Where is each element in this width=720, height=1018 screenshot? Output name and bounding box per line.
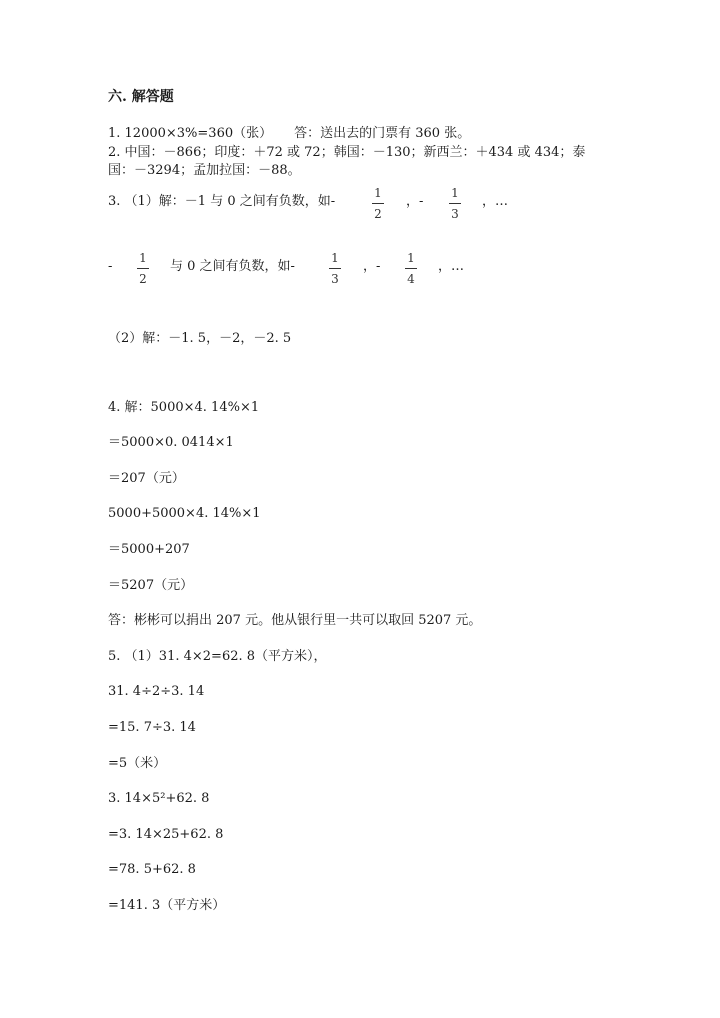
- q3-sep-2: ，-: [363, 259, 381, 274]
- q4-answer: 答：彬彬可以捐出 207 元。他从银行里一共可以取回 5207 元。: [108, 613, 482, 628]
- q3-fraction-3-den: 2: [139, 272, 147, 286]
- q3-fraction-4: [329, 251, 341, 287]
- q5-line-4: =5（米）: [108, 756, 167, 771]
- q5-line-2: 31. 4÷2÷3. 14: [108, 684, 205, 699]
- section-heading: 六. 解答题: [108, 89, 174, 105]
- fraction-bar: [329, 268, 341, 269]
- q3-fraction-2-num: 1: [451, 186, 459, 200]
- q3-fraction-5: [405, 251, 417, 287]
- q4-line-3: ＝207（元）: [108, 471, 185, 486]
- q5-line-8: =141. 3（平方米）: [108, 898, 226, 913]
- q5-line-6: =3. 14×25+62. 8: [108, 827, 224, 842]
- q3-fraction-2: [449, 186, 461, 222]
- q3-fraction-4-den: 3: [331, 272, 339, 286]
- q4-line-1: 4. 解：5000×4. 14%×1: [108, 400, 260, 415]
- q5-line-3: =15. 7÷3. 14: [108, 720, 196, 735]
- q3-part1-prefix: 3. （1）解：－1 与 0 之间有负数，如-: [108, 194, 336, 209]
- q5-line-1: 5. （1）31. 4×2=62. 8（平方米），: [108, 649, 327, 664]
- q3-fraction-5-den: 4: [407, 272, 415, 286]
- q2-line1: 2. 中国：－866；印度：＋72 或 72；韩国：－130；新西兰：＋434 或 434；泰: [108, 145, 586, 160]
- q3-fraction-1-den: 2: [374, 207, 382, 221]
- q2-line2: 国：－3294；孟加拉国：－88。: [108, 163, 301, 178]
- q1-equation: 1. 12000×3%=360（张）: [108, 126, 273, 141]
- q3-fraction-2-den: 3: [451, 207, 459, 221]
- q3-sep-1: ，-: [406, 194, 424, 209]
- q4-line-4: 5000+5000×4. 14%×1: [108, 506, 261, 521]
- q3-fraction-5-num: 1: [407, 251, 415, 265]
- q3-fraction-3: [137, 251, 149, 287]
- q5-line-7: =78. 5+62. 8: [108, 862, 196, 877]
- q3-fraction-1-num: 1: [374, 186, 382, 200]
- fraction-bar: [449, 203, 461, 204]
- q4-line-6: ＝5207（元）: [108, 578, 194, 593]
- q5-line-5: 3. 14×5²+62. 8: [108, 791, 210, 806]
- fraction-bar: [137, 268, 149, 269]
- q4-line-5: ＝5000+207: [108, 542, 190, 557]
- q3-line2-prefix: -: [108, 259, 113, 274]
- q3-part2: （2）解：－1. 5，－2，－2. 5: [108, 331, 292, 346]
- q4-line-2: ＝5000×0. 0414×1: [108, 435, 234, 450]
- q3-sep-end-2: ，…: [438, 259, 465, 274]
- q3-fraction-1: [372, 186, 384, 222]
- q3-fraction-4-num: 1: [331, 251, 339, 265]
- q1-line: [108, 125, 470, 143]
- fraction-bar: [405, 268, 417, 269]
- q1-answer: 答：送出去的门票有 360 张。: [294, 126, 471, 141]
- q3-line2-mid: 与 0 之间有负数，如-: [170, 259, 295, 274]
- q3-fraction-3-num: 1: [139, 251, 147, 265]
- q3-sep-end-1: ，…: [482, 194, 509, 209]
- fraction-bar: [372, 203, 384, 204]
